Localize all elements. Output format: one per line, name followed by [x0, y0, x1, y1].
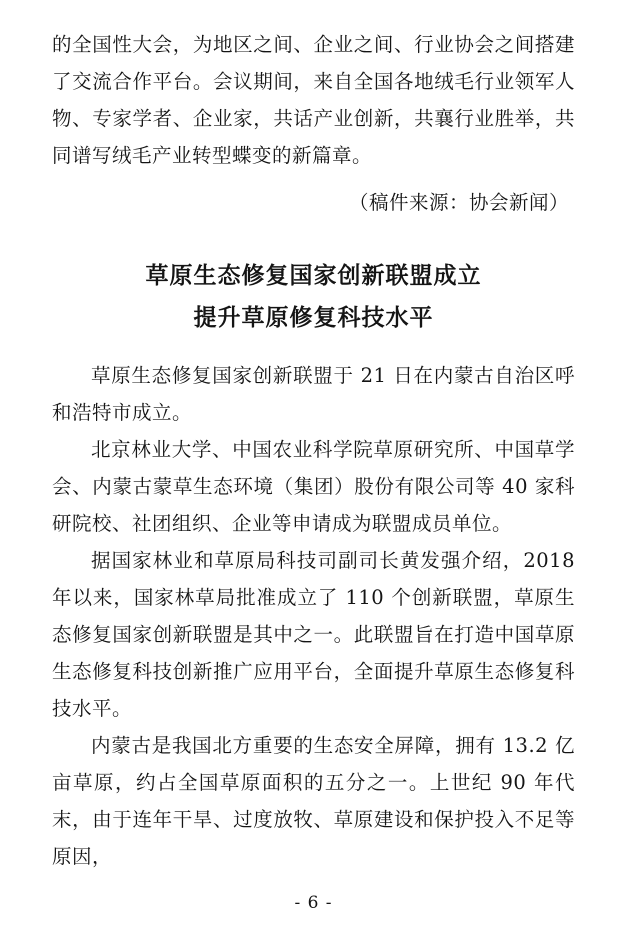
spacer [52, 174, 575, 184]
article-paragraph: 北京林业大学、中国农业科学院草原研究所、中国草学会、内蒙古蒙草生态环境（集团）股份有限公司等 40 家科研院校、社团组织、企业等申请成为联盟成员单位。 [52, 438, 575, 535]
article-title-line-2: 提升草原修复科技水平 [193, 304, 434, 331]
page-number: - 6 - [294, 893, 333, 913]
spacer [52, 339, 575, 357]
article-title-line-1: 草原生态修复国家创新联盟成立 [145, 262, 482, 289]
continued-paragraph: 的全国性大会，为地区之间、企业之间、行业协会之间搭建了交流合作平台。会议期间，来自全国各地绒毛行业领军人物、专家学者、企业家，共话产业创新，共襄行业胜举，共同谱写绒毛产业转型蝶变的新篇章。 [52, 33, 575, 167]
article-paragraph: 据国家林业和草原局科技司副司长黄发强介绍，2018 年以来，国家林草局批准成立了 110 个创新联盟，草原生态修复国家创新联盟是其中之一。此联盟旨在打造中国草原生态修复科技创新推广应用平台，全面提升草原生态修复科技水平。 [52, 549, 575, 720]
source-attribution: （稿件来源：协会新闻） [348, 191, 569, 214]
spacer [52, 221, 575, 255]
article-paragraph: 内蒙古是我国北方重要的生态安全屏障，拥有 13.2 亿亩草原，约占全国草原面积的五分之一。上世纪 90 年代末，由于连年干旱、过度放牧、草原建设和保护投入不足等原因， [52, 734, 575, 868]
article-paragraph: 草原生态修复国家创新联盟于 21 日在内蒙古自治区呼和浩特市成立。 [52, 364, 575, 424]
